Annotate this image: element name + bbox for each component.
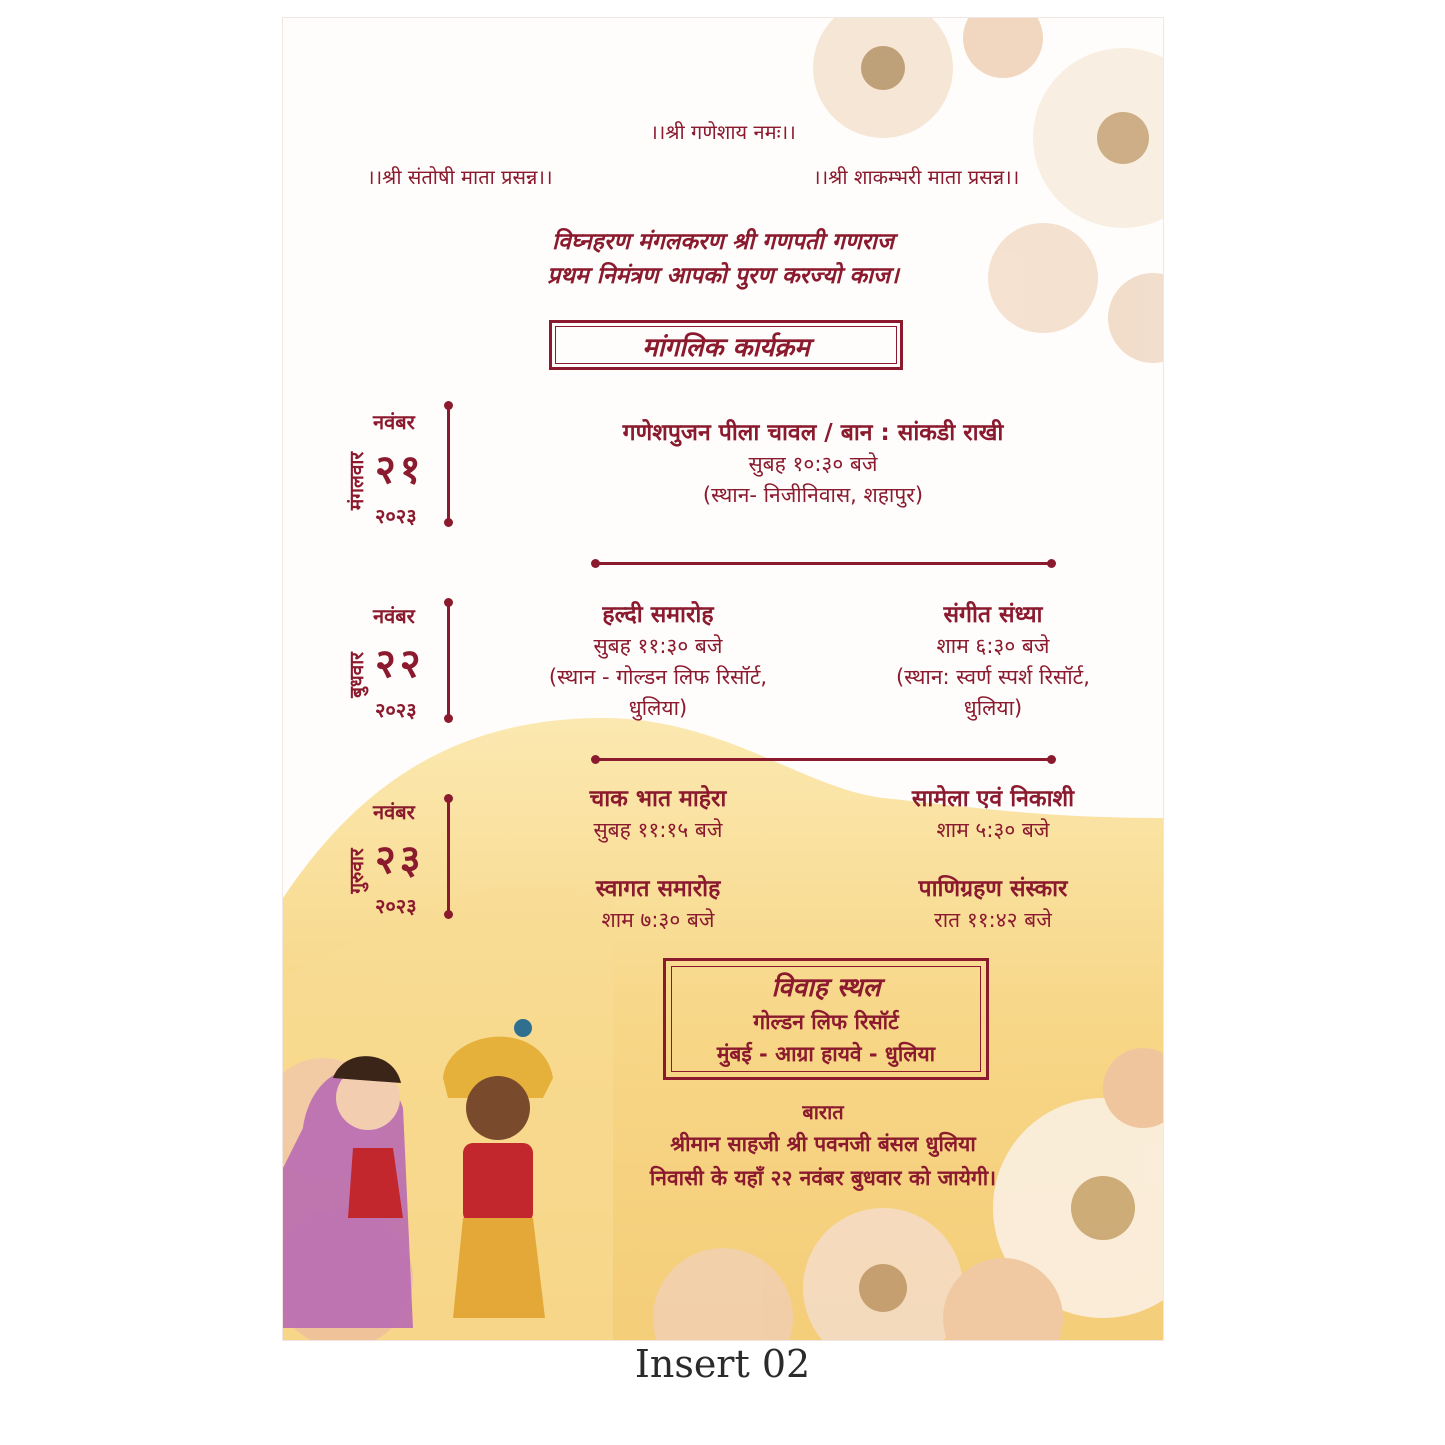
invitation-card [283, 18, 1163, 1340]
divider-dot [591, 559, 600, 568]
event-name: पाणिग्रहण संस्कार [918, 876, 1068, 902]
date-divider-2 [447, 602, 450, 718]
event-time: सुबह ११:३० बजे [593, 634, 723, 658]
event-time: सुबह ११:१५ बजे [593, 818, 723, 842]
left-blessing: ।।श्री संतोषी माता प्रसन्न।। [367, 165, 553, 189]
date-weekday: बुधवार [346, 652, 368, 698]
couplet-line-2: प्रथम निमंत्रण आपको पुरण करज्यो काज। [547, 263, 899, 289]
date-day-number: २३ [375, 837, 425, 883]
venue-line-1: गोल्डन लिफ रिसॉर्ट [753, 1010, 899, 1034]
baraat-line-2: निवासी के यहाँ २२ नवंबर बुधवार को जायेगी। [649, 1166, 997, 1190]
divider-dot [444, 714, 453, 723]
event-haldi [503, 600, 813, 724]
section-title: मांगलिक कार्यक्रम [642, 333, 810, 363]
event-time: शाम ६:३० बजे [936, 634, 1050, 658]
event-place: (स्थान - गोल्डन लिफ रिसॉर्ट, [548, 665, 768, 689]
event-sangeet [843, 600, 1143, 724]
event-name: स्वागत समारोह [595, 876, 721, 902]
date-year: २०२३ [375, 894, 417, 918]
venue-title: विवाह स्थल [771, 973, 881, 1003]
event-place: (स्थान: स्वर्ण स्पर्श रिसॉर्ट, [896, 665, 1090, 689]
date-day-3 [323, 798, 463, 928]
event-time: सुबह १०:३० बजे [748, 452, 878, 476]
date-divider-3 [447, 798, 450, 914]
event-time: शाम ५:३० बजे [936, 818, 1050, 842]
divider-dot [1047, 755, 1056, 764]
date-year: २०२३ [375, 698, 417, 722]
event-time: शाम ७:३० बजे [601, 908, 715, 932]
date-weekday: मंगलवार [346, 451, 368, 511]
date-month: नवंबर [373, 410, 415, 434]
event-chaak-bhaat [503, 784, 813, 846]
insert-caption: Insert 02 [634, 1342, 811, 1386]
date-day-number: २२ [375, 641, 425, 687]
date-day-1 [323, 408, 463, 538]
divider-dot [444, 910, 453, 919]
venue-line-2: मुंबई - आग्रा हायवे - धुलिया [716, 1042, 936, 1066]
divider-dot [444, 598, 453, 607]
event-name: चाक भात माहेरा [589, 786, 727, 812]
ganesh-invocation: ।।श्री गणेशाय नमः।। [650, 120, 796, 144]
right-blessing: ।।श्री शाकम्भरी माता प्रसन्न।। [813, 165, 1020, 189]
event-name: गणेशपुजन पीला चावल / बान : सांकडी राखी [622, 420, 1004, 446]
date-month: नवंबर [373, 800, 415, 824]
event-place: धुलिया) [628, 696, 688, 720]
divider-dot [591, 755, 600, 764]
event-panigrahan [843, 874, 1143, 936]
baraat-line-1: श्रीमान साहजी श्री पवनजी बंसल धुलिया [670, 1132, 976, 1156]
event-time: रात ११:४२ बजे [934, 908, 1052, 932]
event-samela [843, 784, 1143, 846]
flower-top-right [813, 18, 1163, 363]
section-divider-2 [595, 758, 1051, 761]
date-day-2 [323, 602, 463, 732]
event-place: (स्थान- निजीनिवास, शहापुर) [702, 483, 924, 507]
divider-dot [444, 401, 453, 410]
couplet-line-1: विघ्नहरण मंगलकरण श्री गणपती गणराज [552, 229, 894, 255]
date-divider-1 [447, 406, 450, 522]
section-divider-1 [595, 562, 1051, 565]
baraat-title: बारात [802, 1100, 844, 1124]
event-name: संगीत संध्या [943, 602, 1043, 628]
divider-dot [444, 794, 453, 803]
divider-dot [444, 518, 453, 527]
event-swagat [503, 874, 813, 936]
event-ganesh-pujan [533, 418, 1093, 511]
event-name: सामेला एवं निकाशी [911, 786, 1075, 812]
divider-dot [1047, 559, 1056, 568]
date-year: २०२३ [375, 504, 417, 528]
event-place: धुलिया) [963, 696, 1023, 720]
date-month: नवंबर [373, 604, 415, 628]
date-day-number: २१ [375, 447, 425, 493]
date-weekday: गुरुवार [346, 848, 368, 894]
event-name: हल्दी समारोह [602, 602, 714, 628]
